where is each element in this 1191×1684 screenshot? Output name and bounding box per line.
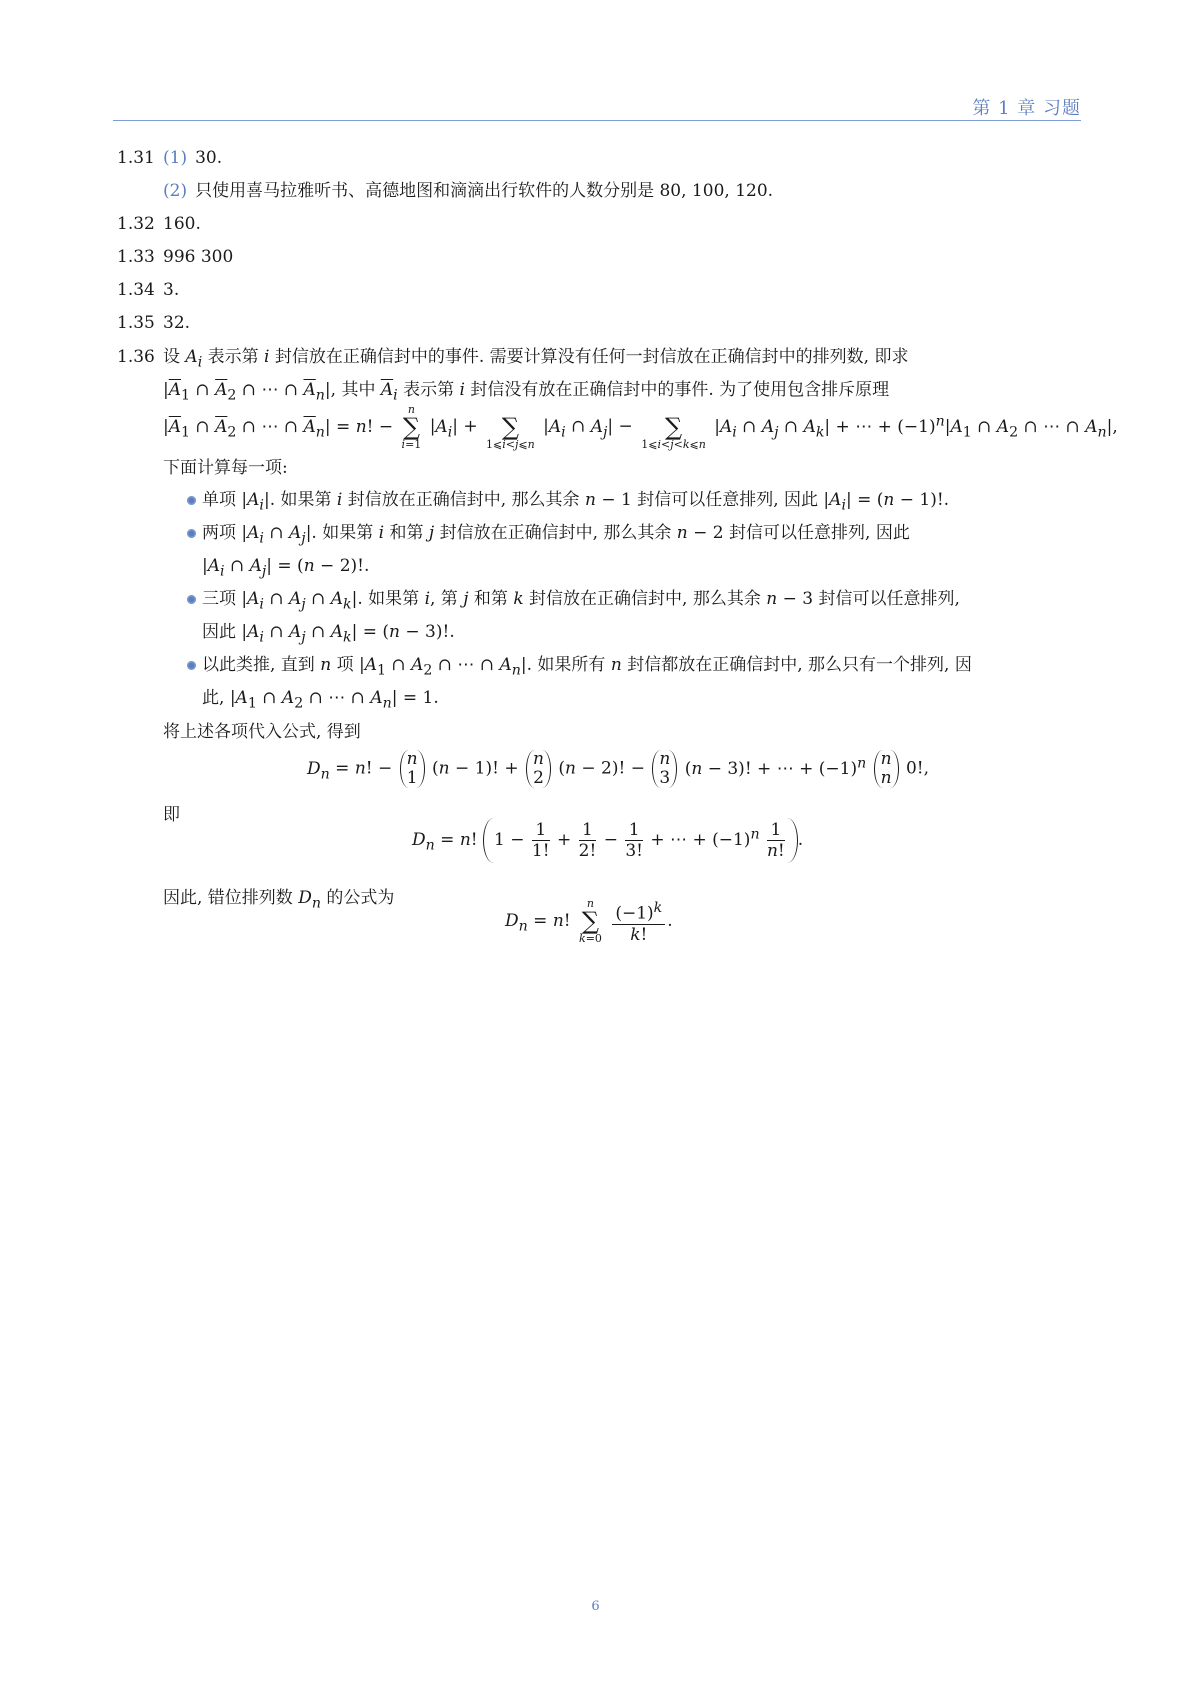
text: 的公式为: [326, 888, 395, 908]
substitution-text: 将上述各项代入公式, 得到: [163, 722, 361, 742]
answer-1-36-line2: $|\overline{A}_1$ ∩ $\overline{A}_2$ ∩ ⋯ ∩ $\overline{A}_n|$, 其中 $\overline{A}_i$ 表示第 i 封信没有放在正确信封中的事件. 为了使用包含排斥原理: [163, 380, 890, 404]
inclusion-exclusion-formula: $|\overline{A}_1$ ∩ $\overline{A}_2$ ∩ ⋯ ∩ $\overline{A}_n| = n$! − n ∑ i=1 $|A_i|$ + ∑ 1⩽i<j⩽n $|A_i$ ∩ $A_j|$ − ∑ 1⩽i<j<k⩽n $|A_i$ ∩ $A_j$ ∩ $A_k|$ + ⋯ + $(-1)^n|A_1$ ∩ $A_2$ ∩ ⋯ ∩ $A_n|$,: [163, 403, 1118, 451]
summation: ∑ 1⩽i<j⩽n: [486, 413, 535, 451]
text: 两项: [202, 523, 236, 543]
text: 封信可以任意排列, 因此: [729, 523, 910, 543]
bullet-item-double-cont: $|A_i$ ∩ $A_j| = (n - 2)$!.: [202, 556, 370, 580]
text: 封信没有放在正确信封中的事件. 为了使用包含排斥原理: [470, 380, 890, 400]
bullet-icon: [187, 595, 196, 604]
answer-text: 只使用喜马拉雅听书、高德地图和滴滴出行软件的人数分别是 80, 100, 120.: [195, 181, 774, 201]
sub-label: (2): [163, 181, 188, 201]
summation: ∑ 1⩽i<j<k⩽n: [641, 413, 706, 451]
text: 三项: [202, 589, 236, 609]
text: 封信都放在正确信封中, 那么只有一个排列, 因: [627, 655, 972, 675]
derangement-sum-formula: $D_n = n$! n ∑ k=0 $\frac{(-1)^k}{k!}$ .: [505, 897, 673, 946]
bullet-item-n-terms: 以此类推, 直到 n 项 $|A_1$ ∩ $A_2$ ∩ ⋯ ∩ $A_n|$. 如果所有 n 封信都放在正确信封中, 那么只有一个排列, 因: [202, 655, 972, 679]
answer-1-32: [117, 212, 201, 236]
page-number: 6: [591, 1599, 600, 1614]
answer-text: 30.: [195, 148, 223, 168]
text: 和第: [473, 589, 508, 609]
text: 封信放在正确信封中, 那么其余: [347, 490, 580, 510]
bullet-item-triple: 三项 $|A_i$ ∩ $A_j$ ∩ $A_k|$. 如果第 i, 第 j 和第 k 封信放在正确信封中, 那么其余 n − 3 封信可以任意排列,: [202, 589, 960, 613]
text: 单项: [202, 490, 236, 510]
text: . 如果第: [311, 523, 374, 543]
question-number: 1.33: [117, 247, 155, 267]
text: 因此, 错位排列数: [163, 888, 293, 908]
text: , 其中: [330, 380, 376, 400]
text: 此,: [202, 688, 230, 708]
derangement-binomial-formula: $D_n = n$! − n 1 (n − 1)! + n 2 (n − 2)! − n 3 (n − 3)! + ⋯ + $(-1)^n$ n n 0!,: [307, 749, 930, 788]
answer-1-33: [117, 245, 233, 269]
chapter-title: 第 1 章 习题: [972, 98, 1081, 119]
answer-1-31: [117, 146, 222, 170]
text: 因此: [202, 622, 236, 642]
answer-1-31-part2: [163, 179, 773, 203]
bullet-icon: [187, 529, 196, 538]
text: 设: [163, 347, 180, 367]
text: 项: [336, 655, 354, 675]
page-header: [113, 94, 1081, 120]
header-rule: [113, 120, 1081, 121]
derangement-series-formula: $D_n = n$! 1 − $\frac{1}{1!}$ + $\frac{1}{2!}$ − $\frac{1}{3!}$ + ⋯ + $(-1)^n$ $\frac{1}{n!}$ .: [412, 820, 804, 861]
bullet-item-double: 两项 $|A_i$ ∩ $A_j|$. 如果第 i 和第 j 封信放在正确信封中, 那么其余 n − 2 封信可以任意排列, 因此: [202, 523, 910, 547]
sub-label: (1): [163, 148, 188, 168]
conclusion-text: 因此, 错位排列数 $D_n$ 的公式为: [163, 888, 395, 912]
question-number: 1.32: [117, 214, 155, 234]
text: , 第: [430, 589, 458, 609]
ji-text: 即: [163, 805, 180, 825]
text: 封信放在正确信封中, 那么其余: [439, 523, 672, 543]
text: 和第: [389, 523, 424, 543]
bullet-icon: [187, 496, 196, 505]
question-number: 1.36: [117, 347, 155, 367]
question-number: 1.31: [117, 148, 155, 168]
answer-1-35: [117, 311, 190, 335]
summation: n ∑ i=1: [401, 403, 422, 451]
text: 封信可以任意排列,: [818, 589, 960, 609]
answer-text: 32.: [163, 313, 191, 333]
answer-text: 996 300: [163, 247, 234, 267]
text: 封信放在正确信封中, 那么其余: [529, 589, 761, 609]
text: 封信放在正确信封中的事件. 需要计算没有任何一封信放在正确信封中的排列数, 即求: [274, 347, 909, 367]
question-number: 1.34: [117, 280, 155, 300]
text: 封信可以任意排列, 因此: [637, 490, 819, 510]
answer-text: 3.: [163, 280, 180, 300]
text: 表示第: [403, 380, 455, 400]
bullet-item-single: 单项 $|A_i|$. 如果第 i 封信放在正确信封中, 那么其余 n − 1 封信可以任意排列, 因此 $|A_i| = (n - 1)$!.: [202, 490, 950, 514]
text: 表示第: [207, 347, 259, 367]
text: 以此类推, 直到: [202, 655, 315, 675]
text: . 如果第: [357, 589, 420, 609]
bullet-item-triple-cont: 因此 $|A_i$ ∩ $A_j$ ∩ $A_k| = (n - 3)$!.: [202, 622, 455, 646]
question-number: 1.35: [117, 313, 155, 333]
answer-1-36: 1.36 设 $A_i$ 表示第 i 封信放在正确信封中的事件. 需要计算没有任何一封信放在正确信封中的排列数, 即求: [117, 347, 909, 371]
answer-text: 160.: [163, 214, 201, 234]
compute-each-term: 下面计算每一项:: [163, 458, 288, 478]
bullet-item-n-terms-cont: 此, $|A_1$ ∩ $A_2$ ∩ ⋯ ∩ $A_n| = 1$.: [202, 688, 439, 712]
answer-1-34: [117, 278, 179, 302]
text: . 如果所有: [526, 655, 606, 675]
text: . 如果第: [269, 490, 332, 510]
bullet-icon: [187, 661, 196, 670]
